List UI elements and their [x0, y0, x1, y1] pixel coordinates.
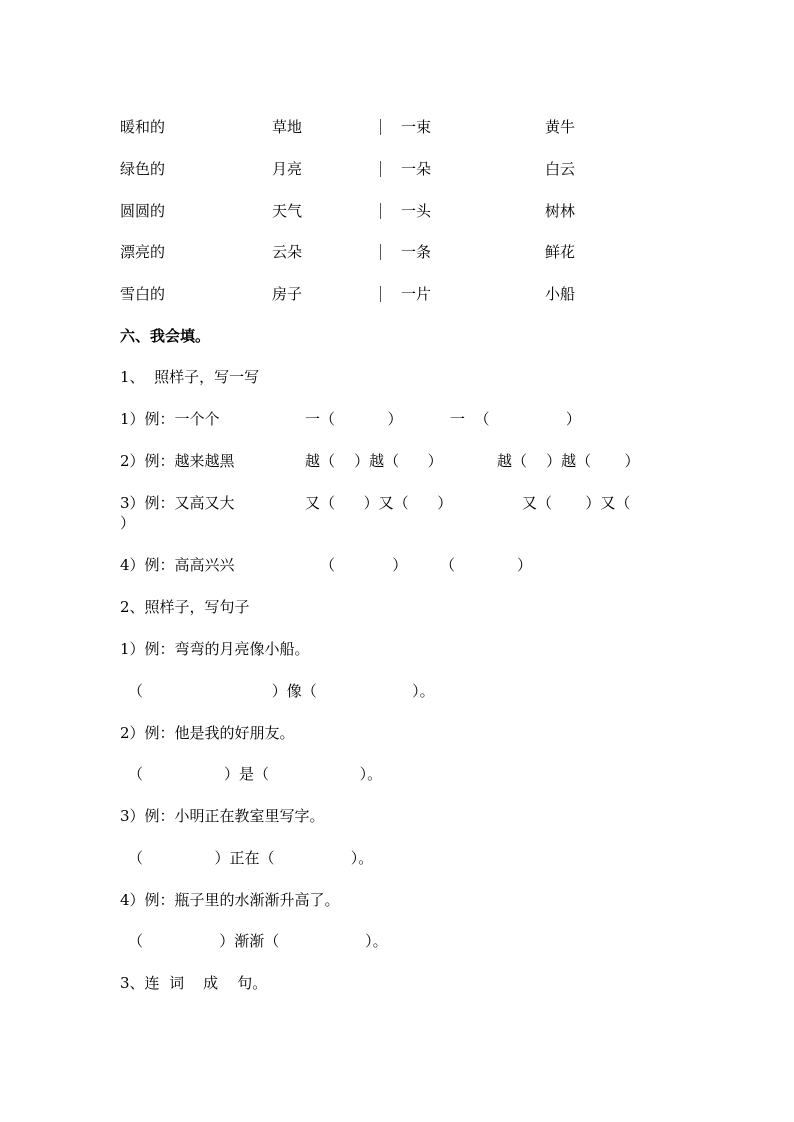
noun: 天气 — [272, 202, 303, 220]
measure-word: 一片 — [401, 285, 432, 303]
fill-blank[interactable]: 又（ ）又（ — [522, 494, 631, 512]
sentence-blank[interactable]: （ ）是（ ）。 — [128, 765, 383, 783]
divider — [380, 286, 381, 302]
measure-word: 一朵 — [401, 160, 432, 178]
fill-blank[interactable]: （ ） — [440, 556, 532, 574]
adjective: 漂亮的 — [120, 243, 166, 261]
adjective: 绿色的 — [120, 160, 166, 178]
question-3-title: 3、连 词 成 句。 — [120, 974, 268, 992]
noun: 云朵 — [272, 243, 303, 261]
sentence-example: 2）例：他是我的好朋友。 — [120, 724, 295, 742]
example-label: 4）例：高高兴兴 — [120, 556, 235, 574]
fill-blank[interactable]: 又（ ）又（ ） — [305, 494, 453, 512]
divider — [380, 244, 381, 260]
example-label: 3）例：又高又大 — [120, 494, 235, 512]
sentence-blank[interactable]: （ ）渐渐（ ）。 — [128, 932, 388, 950]
fill-blank[interactable]: 一（ ） — [305, 410, 403, 428]
fill-blank-wrap: ） — [120, 514, 136, 532]
noun: 月亮 — [272, 160, 303, 178]
adjective: 圆圆的 — [120, 202, 166, 220]
question-2-title: 2、照样子，写句子 — [120, 598, 250, 616]
divider — [380, 161, 381, 177]
fill-blank[interactable]: 一 （ ） — [450, 410, 581, 428]
sentence-blank[interactable]: （ ）像（ ）。 — [128, 682, 435, 700]
object-word: 小船 — [545, 285, 576, 303]
divider — [380, 119, 381, 135]
sentence-example: 4）例：瓶子里的水渐渐升高了。 — [120, 891, 340, 909]
measure-word: 一头 — [401, 202, 432, 220]
noun: 草地 — [272, 118, 303, 136]
measure-word: 一条 — [401, 243, 432, 261]
measure-word: 一束 — [401, 118, 432, 136]
sentence-blank[interactable]: （ ）正在（ ）。 — [128, 849, 374, 867]
object-word: 树林 — [545, 202, 576, 220]
example-label: 1）例：一个个 — [120, 410, 220, 428]
example-label: 2）例：越来越黑 — [120, 452, 235, 470]
object-word: 白云 — [545, 160, 576, 178]
divider — [380, 203, 381, 219]
object-word: 黄牛 — [545, 118, 576, 136]
section-heading: 六、我会填。 — [120, 327, 211, 345]
adjective: 雪白的 — [120, 285, 166, 303]
question-1-title: 1、 照样子，写一写 — [120, 368, 260, 386]
noun: 房子 — [272, 285, 303, 303]
fill-blank[interactable]: 越（ ）越（ ） — [497, 452, 640, 470]
sentence-example: 3）例：小明正在教室里写字。 — [120, 807, 325, 825]
fill-blank[interactable]: （ ） — [320, 556, 408, 574]
adjective: 暖和的 — [120, 118, 166, 136]
fill-blank[interactable]: 越（ ）越（ ） — [305, 452, 443, 470]
sentence-example: 1）例：弯弯的月亮像小船。 — [120, 640, 310, 658]
object-word: 鲜花 — [545, 243, 576, 261]
